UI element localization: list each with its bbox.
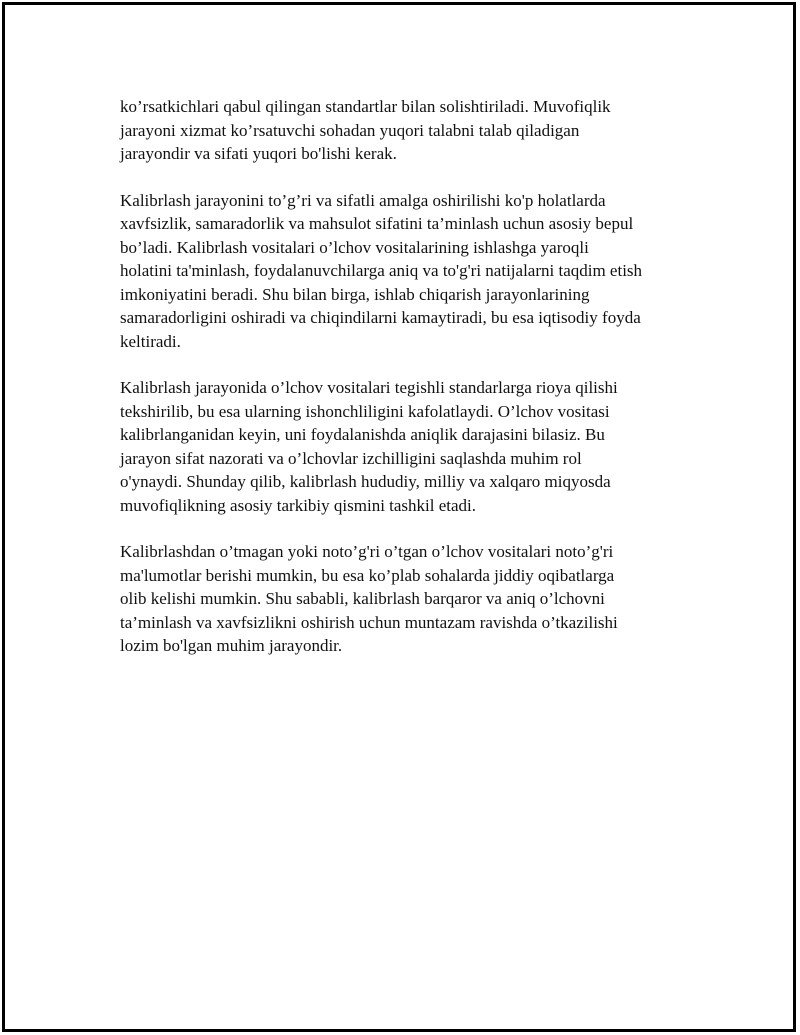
text-line: Kalibrlashdan o’tmagan yoki noto’g'ri o’tgan o’lchov vositalari noto’g'ri bbox=[120, 542, 614, 561]
text-line: jarayondir va sifati yuqori bo'lishi kerak. bbox=[120, 144, 397, 163]
paragraph-3 bbox=[120, 376, 690, 517]
paragraph-2 bbox=[120, 189, 690, 354]
paragraph-4 bbox=[120, 540, 690, 658]
text-line: xavfsizlik, samaradorlik va mahsulot sifatini ta’minlash uchun asosiy bepul bbox=[120, 214, 634, 233]
page-frame bbox=[2, 2, 796, 1032]
text-line: keltiradi. bbox=[120, 331, 181, 351]
text-line: jarayon sifat nazorati va o’lchovlar izchilligini saqlashda muhim rol bbox=[120, 448, 582, 468]
text-line: muvofiqlikning asosiy tarkibiy qismini tashkil etadi. bbox=[120, 495, 477, 515]
text-line: ko’rsatkichlari qabul qilingan standartlar bilan solishtiriladi. Muvofiqlik bbox=[120, 97, 611, 116]
paragraph-1 bbox=[120, 95, 690, 166]
text-line: Kalibrlash jarayonini to’g’ri va sifatli amalga oshirilishi ko'p holatlarda bbox=[120, 190, 606, 210]
text-line: Kalibrlash jarayonida o’lchov vositalari tegishli standarlarga rioya qilishi bbox=[120, 378, 618, 397]
document-body bbox=[120, 95, 690, 681]
text-line: ma'lumotlar berishi mumkin, bu esa ko’plab sohalarda jiddiy oqibatlarga bbox=[120, 565, 615, 585]
text-line: olib kelishi mumkin. Shu sababli, kalibrlash barqaror va aniq o’lchovni bbox=[120, 589, 605, 608]
text-line: ta’minlash va xavfsizlikni oshirish uchun muntazam ravishda o’tkazilishi bbox=[120, 612, 618, 632]
text-line: kalibrlanganidan keyin, uni foydalanishda aniqlik darajasini bilasiz. Bu bbox=[120, 425, 605, 444]
text-line: o'ynaydi. Shunday qilib, kalibrlash hududiy, milliy va xalqaro miqyosda bbox=[120, 472, 611, 491]
text-line: tekshirilib, bu esa ularning ishonchliligini kafolatlaydi. O’lchov vositasi bbox=[120, 401, 610, 421]
text-line: holatini ta'minlash, foydalanuvchilarga aniq va to'g'ri natijalarni taqdim etish bbox=[120, 261, 643, 280]
text-line: samaradorligini oshiradi va chiqindilarni kamaytiradi, bu esa iqtisodiy foyda bbox=[120, 308, 641, 327]
text-line: bo’ladi. Kalibrlash vositalari o’lchov vositalarining ishlashga yaroqli bbox=[120, 237, 589, 257]
text-line: lozim bo'lgan muhim jarayondir. bbox=[120, 636, 343, 655]
text-line: imkoniyatini beradi. Shu bilan birga, ishlab chiqarish jarayonlarining bbox=[120, 284, 590, 304]
text-line: jarayoni xizmat ko’rsatuvchi sohadan yuqori talabni talab qiladigan bbox=[120, 120, 580, 140]
